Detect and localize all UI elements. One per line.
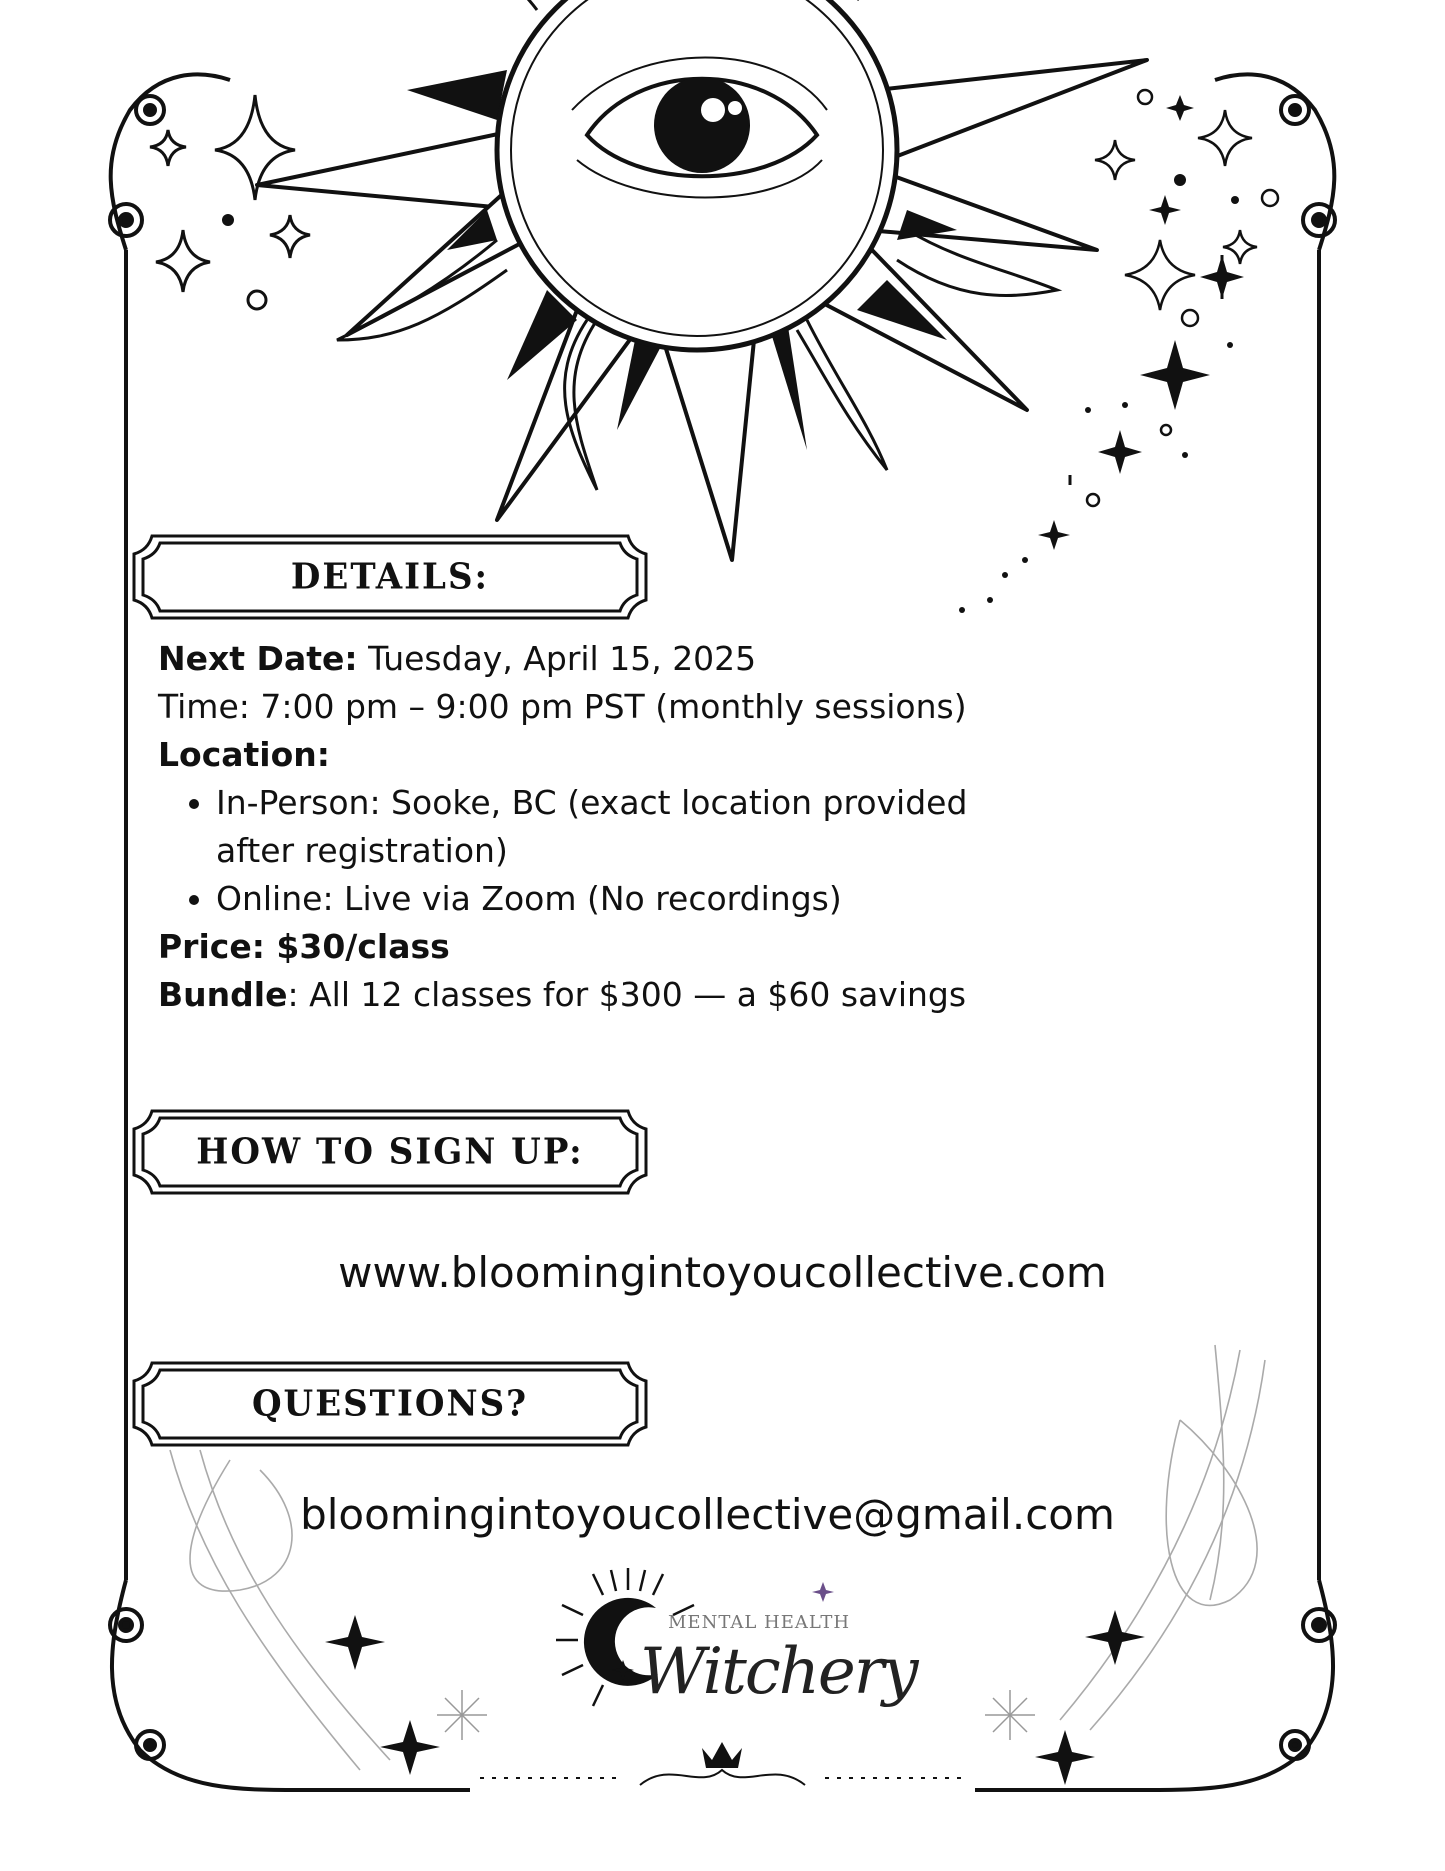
sign-up-heading: HOW TO SIGN UP: [196,1131,584,1173]
logo-script-text: Witchery [640,1635,917,1709]
questions-banner [130,1357,650,1451]
logo-top-text: MENTAL HEALTH [668,1612,851,1633]
details-section [158,635,1118,1019]
details-heading: DETAILS: [290,556,490,598]
location-item-online: • Online: Live via Zoom (No recordings) [216,875,1118,923]
location-item-in-person: • In-Person: Sooke, BC (exact location provided after registration) [216,779,1016,875]
bundle-value: : All 12 classes for $300 — a $60 savings [287,975,967,1014]
details-banner [130,530,650,624]
website-link[interactable]: www.bloomingintoyoucollective.com [338,1248,1107,1297]
sign-up-banner [130,1105,650,1199]
next-date-line [158,635,1118,683]
price-line: Price: $30/class [158,927,450,966]
location-label: Location: [158,735,330,774]
time-line: Time: 7:00 pm – 9:00 pm PST (monthly sessions) [158,687,967,726]
next-date-value: Tuesday, April 15, 2025 [357,639,757,678]
location-list [158,779,1118,923]
email-link[interactable]: bloomingintoyoucollective@gmail.com [300,1490,1115,1539]
next-date-label: Next Date: [158,639,358,678]
bundle-line [158,971,1118,1019]
bundle-label: Bundle [158,975,288,1014]
questions-heading: QUESTIONS? [251,1383,529,1425]
